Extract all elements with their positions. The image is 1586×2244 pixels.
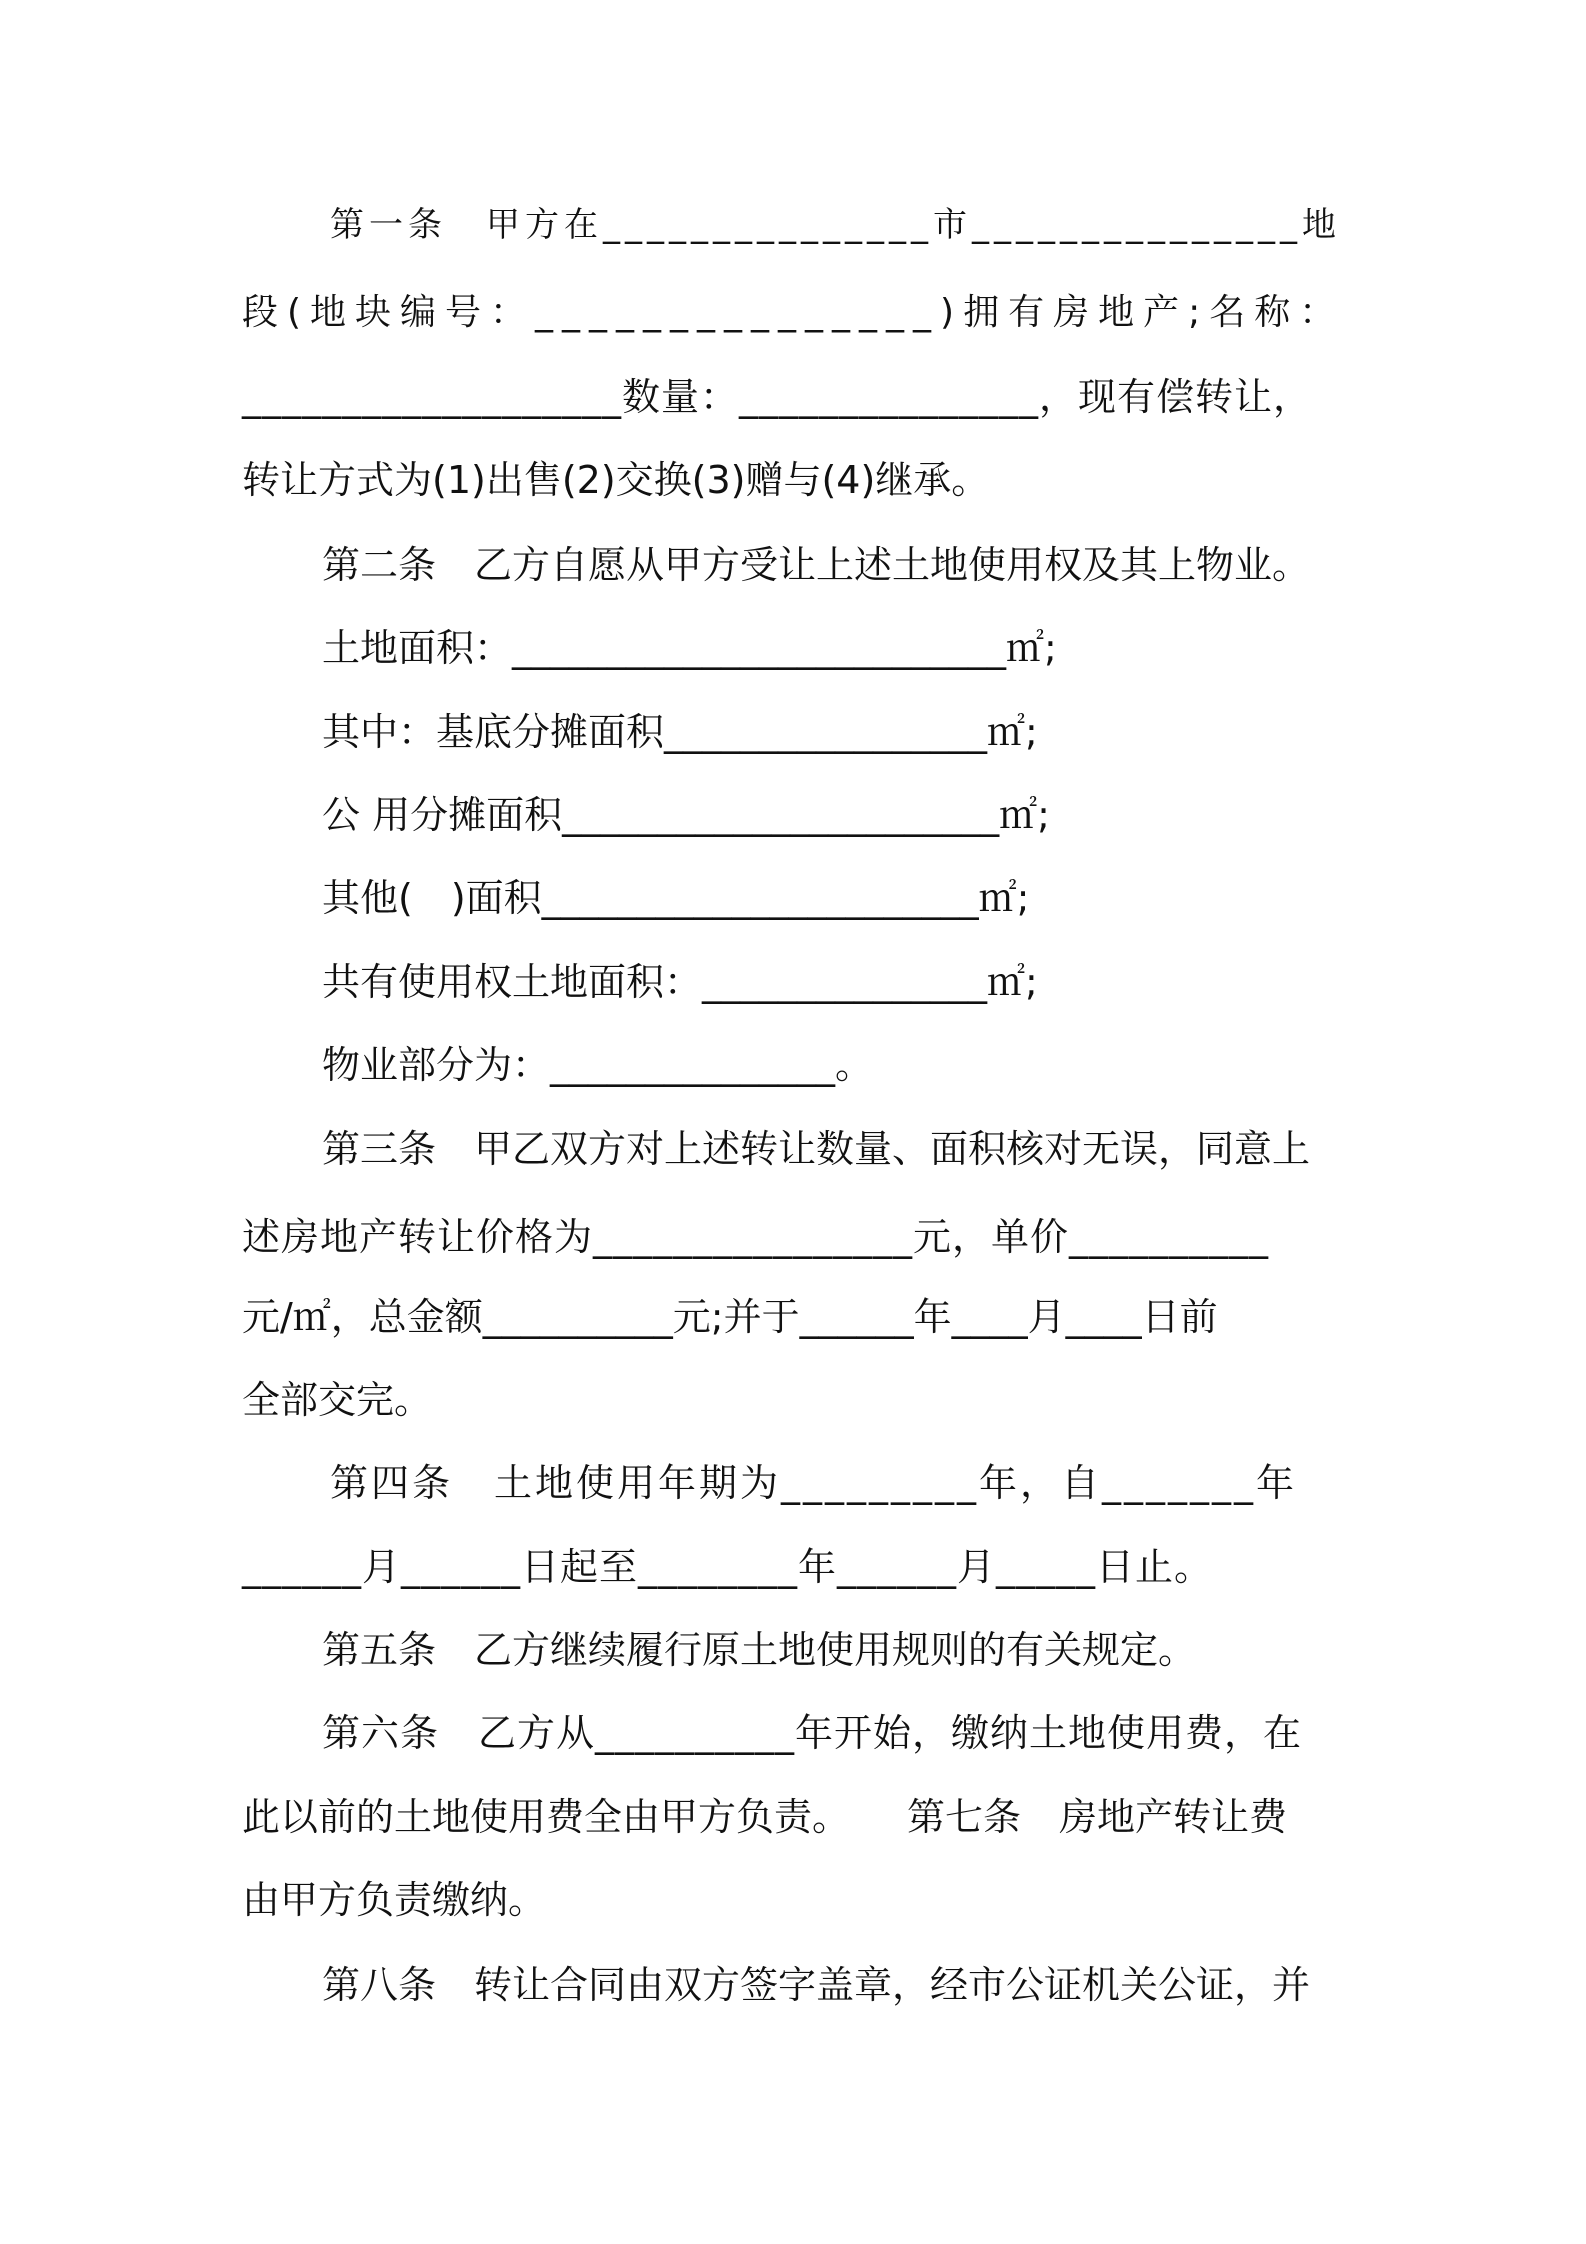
line-7: 其中：基底分摊面积_________________㎡;	[322, 710, 1038, 754]
line-8: 公 用分摊面积_______________________㎡;	[322, 793, 1050, 837]
line-14: 元/㎡，总金额__________元;并于______年____月____日前	[242, 1295, 1218, 1339]
line-15: 全部交完。	[242, 1378, 433, 1422]
line-9: 其他( )面积_______________________㎡;	[322, 876, 1030, 920]
line-13: 述房地产转让价格为________________元，单价__________	[242, 1215, 1270, 1259]
line-10: 共有使用权土地面积：_______________㎡;	[322, 960, 1038, 1004]
line-5: 第二条 乙方自愿从甲方受让上述土地使用权及其上物业。	[322, 543, 1311, 587]
line-3: ___________________数量：_______________，现有偿转让，	[242, 375, 1313, 419]
line-21: 由甲方负责缴纳。	[242, 1878, 547, 1922]
line-2: 段(地块编号：_______________)拥有房地产;名称：	[242, 292, 1345, 333]
line-17: ______月______日起至________年______月_____日止。	[242, 1545, 1214, 1589]
line-6: 土地面积：__________________________㎡;	[322, 626, 1057, 670]
line-11: 物业部分为：_______________。	[322, 1043, 874, 1087]
line-22: 第八条 转让合同由双方签字盖章，经市公证机关公证，并	[322, 1963, 1311, 2007]
line-18: 第五条 乙方继续履行原土地使用规则的有关规定。	[322, 1628, 1197, 1672]
line-12: 第三条 甲乙双方对上述转让数量、面积核对无误，同意上	[322, 1127, 1311, 1171]
line-4: 转让方式为(1)出售(2)交换(3)赠与(4)继承。	[242, 458, 990, 502]
line-16: 第四条 土地使用年期为_________年，自_______年	[330, 1461, 1298, 1505]
line-1: 第一条 甲方在_______________市_______________地	[330, 205, 1341, 245]
line-20: 此以前的土地使用费全由甲方负责。 第七条 房地产转让费	[242, 1795, 1288, 1839]
line-19: 第六条 乙方从__________年开始，缴纳土地使用费，在	[322, 1711, 1303, 1755]
